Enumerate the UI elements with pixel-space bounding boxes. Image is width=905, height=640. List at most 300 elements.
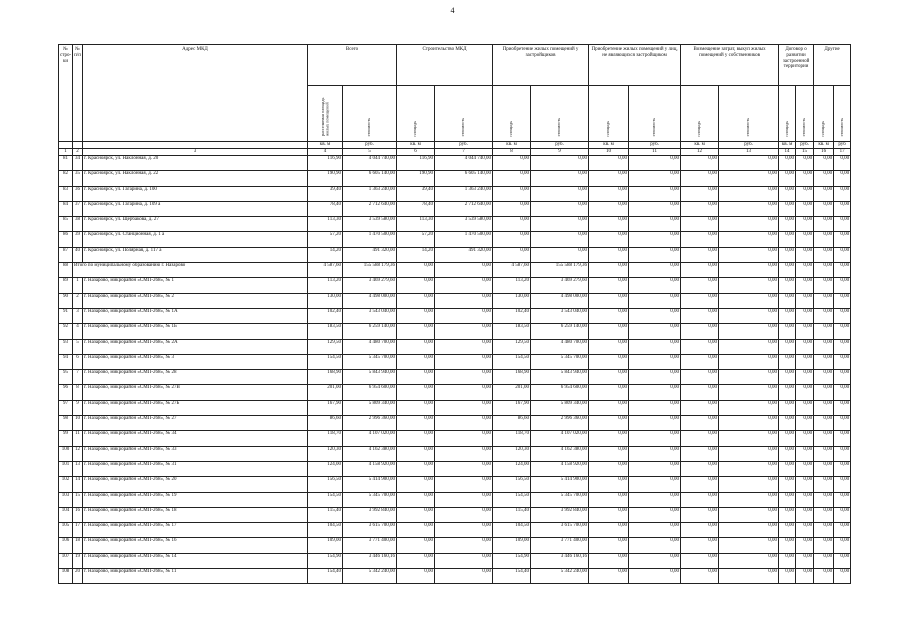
value-cell: 0,00 (397, 446, 435, 461)
header-total: Всего (308, 45, 397, 86)
table-row (59, 370, 851, 385)
column-number-cell: 7 (435, 149, 493, 156)
value-cell: 0,00 (719, 553, 779, 568)
value-cell: 0,00 (814, 553, 834, 568)
value-cell: 0,00 (589, 324, 629, 339)
value-cell: 0,00 (589, 431, 629, 446)
value-cell: 154,50 (308, 492, 343, 507)
value-cell: 0,00 (589, 492, 629, 507)
value-cell: 0,00 (779, 156, 796, 171)
row-number-cell: 90 (59, 293, 73, 308)
value-cell: 0,00 (397, 492, 435, 507)
column-number-cell: 13 (719, 149, 779, 156)
value-cell: 0,00 (834, 263, 851, 278)
value-cell: 0,00 (435, 461, 493, 476)
unit-cell: руб. (343, 142, 397, 149)
value-cell: 0,00 (796, 492, 814, 507)
value-cell: 0,00 (796, 477, 814, 492)
value-cell: 0,00 (779, 461, 796, 476)
value-cell: 0,00 (796, 171, 814, 186)
value-cell: 0,00 (397, 324, 435, 339)
row-number-cell: 99 (59, 431, 73, 446)
value-cell: 0,00 (834, 201, 851, 216)
value-cell: 0,00 (834, 569, 851, 584)
address-cell: г. Назарово, микрорайон «СМП-268», № 1 (83, 278, 308, 293)
value-cell: 0,00 (629, 278, 681, 293)
subheader-area: площадь (589, 86, 629, 142)
table-row (59, 569, 851, 584)
value-cell: 1 470 500,00 (435, 232, 493, 247)
value-cell: 154,50 (308, 354, 343, 369)
value-cell: 0,00 (814, 370, 834, 385)
value-cell: 0,00 (779, 569, 796, 584)
value-cell: 0,00 (779, 416, 796, 431)
value-cell: 130,00 (493, 293, 531, 308)
value-cell: 0,00 (719, 171, 779, 186)
value-cell: 0,00 (681, 232, 719, 247)
value-cell: 0,00 (834, 232, 851, 247)
value-cell: 0,00 (779, 247, 796, 262)
table-row (59, 171, 851, 186)
table-row (59, 186, 851, 201)
value-cell: 0,00 (531, 171, 589, 186)
table-row (59, 354, 851, 369)
address-cell: г. Назарово, микрорайон «СМП-268», № 34 (83, 431, 308, 446)
value-cell: 0,00 (719, 156, 779, 171)
value-cell: 0,00 (397, 416, 435, 431)
unit-cell (83, 142, 308, 149)
value-cell: 0,00 (796, 217, 814, 232)
value-cell: 0,00 (435, 569, 493, 584)
row-number-cell: 85 (59, 217, 73, 232)
item-number-cell: 8 (73, 385, 83, 400)
value-cell: 4 480 700,00 (343, 339, 397, 354)
value-cell: 0,00 (779, 446, 796, 461)
column-number-cell: 3 (83, 149, 308, 156)
value-cell: 0,00 (589, 171, 629, 186)
item-number-cell: 13 (73, 461, 83, 476)
value-cell: 3 543 040,00 (343, 308, 397, 323)
value-cell: 0,00 (834, 431, 851, 446)
value-cell: 0,00 (397, 339, 435, 354)
value-cell: 3 446 160,16 (531, 553, 589, 568)
value-cell: 0,00 (397, 278, 435, 293)
item-number-cell: 20 (73, 569, 83, 584)
value-cell: 4 587,60 (493, 263, 531, 278)
table-row (59, 523, 851, 538)
item-number-cell: 18 (73, 538, 83, 553)
value-cell: 0,00 (629, 569, 681, 584)
value-cell: 0,00 (814, 324, 834, 339)
row-number-cell: 93 (59, 339, 73, 354)
value-cell: 0,00 (681, 370, 719, 385)
value-cell: 0,00 (814, 156, 834, 171)
value-cell: 0,00 (719, 263, 779, 278)
value-cell: 0,00 (834, 293, 851, 308)
table-row (59, 308, 851, 323)
value-cell: 113,20 (493, 278, 531, 293)
address-cell: г. Красноярск, ул. Гагарина, д. 100 (83, 186, 308, 201)
value-cell: 0,00 (814, 492, 834, 507)
value-cell: 154,90 (493, 553, 531, 568)
value-cell: 0,00 (681, 171, 719, 186)
value-cell: 0,00 (719, 538, 779, 553)
value-cell: 0,00 (681, 217, 719, 232)
value-cell: 0,00 (629, 201, 681, 216)
value-cell: 0,00 (493, 217, 531, 232)
table-row (59, 538, 851, 553)
unit-cell: руб. (629, 142, 681, 149)
item-number-cell: 1 (73, 278, 83, 293)
value-cell: 0,00 (719, 201, 779, 216)
value-cell: 1 363 240,00 (435, 186, 493, 201)
item-number-cell: 36 (73, 186, 83, 201)
value-cell: 5 342 240,00 (531, 569, 589, 584)
value-cell: 0,00 (681, 553, 719, 568)
value-cell: 0,00 (397, 553, 435, 568)
column-number-cell: 5 (343, 149, 397, 156)
value-cell: 0,00 (681, 293, 719, 308)
value-cell: 5 342 240,00 (343, 569, 397, 584)
value-cell: 0,00 (435, 431, 493, 446)
header-construction: Строительство МКД (397, 45, 493, 86)
subheader-area: площадь (397, 86, 435, 142)
subheader-area: площадь (493, 86, 531, 142)
value-cell: 0,00 (719, 507, 779, 522)
value-cell: 0,00 (779, 171, 796, 186)
value-cell: 57,20 (397, 232, 435, 247)
value-cell: 0,00 (681, 446, 719, 461)
header-acq-non-developers: Приобретение жилых помещений у лиц, не являющихся застройщиком (589, 45, 681, 86)
value-cell: 0,00 (589, 232, 629, 247)
value-cell: 0,00 (796, 416, 814, 431)
address-cell: г. Назарово, микрорайон «СМП-268», № 28 (83, 370, 308, 385)
value-cell: 0,00 (435, 553, 493, 568)
address-cell: г. Назарово, микрорайон «СМП-268», № 2А (83, 339, 308, 354)
table-row (59, 324, 851, 339)
address-cell: г. Красноярск, ул. Гагарина, д. 109 а (83, 201, 308, 216)
value-cell: 0,00 (629, 339, 681, 354)
item-number-cell: 19 (73, 553, 83, 568)
value-cell: 0,00 (814, 232, 834, 247)
value-cell: 0,00 (796, 461, 814, 476)
value-cell: 0,00 (834, 339, 851, 354)
item-number-cell: 9 (73, 400, 83, 415)
value-cell: 113,20 (308, 278, 343, 293)
column-number-cell: 6 (397, 149, 435, 156)
value-cell: 0,00 (814, 247, 834, 262)
subheader-area: площадь (681, 86, 719, 142)
subheader-area: площадь (779, 86, 796, 142)
value-cell: 156,50 (493, 477, 531, 492)
value-cell: 0,00 (629, 431, 681, 446)
value-cell: 0,00 (834, 492, 851, 507)
value-cell: 0,00 (629, 354, 681, 369)
value-cell: 5 345 700,00 (531, 492, 589, 507)
value-cell: 0,00 (531, 156, 589, 171)
value-cell: 0,00 (834, 370, 851, 385)
table-row (59, 553, 851, 568)
column-number-cell: 4 (308, 149, 343, 156)
value-cell: 0,00 (779, 370, 796, 385)
value-cell: 39,40 (397, 186, 435, 201)
table-row (59, 232, 851, 247)
value-cell: 0,00 (493, 232, 531, 247)
subheader-cost: стоимость (834, 86, 851, 142)
value-cell: 491 320,00 (435, 247, 493, 262)
value-cell: 0,00 (589, 278, 629, 293)
row-number-cell: 105 (59, 523, 73, 538)
value-cell: 57,20 (308, 232, 343, 247)
value-cell: 6 954 600,00 (343, 385, 397, 400)
value-cell: 0,00 (779, 492, 796, 507)
value-cell: 0,00 (814, 263, 834, 278)
value-cell: 120,30 (308, 446, 343, 461)
value-cell: 0,00 (629, 232, 681, 247)
resettlement-table (58, 44, 851, 584)
column-number-cell: 17 (834, 149, 851, 156)
column-number-cell: 10 (589, 149, 629, 156)
value-cell: 0,00 (834, 247, 851, 262)
value-cell: 0,00 (629, 263, 681, 278)
row-number-cell: 97 (59, 400, 73, 415)
value-cell: 0,00 (589, 569, 629, 584)
value-cell: 0,00 (814, 171, 834, 186)
value-cell: 0,00 (719, 523, 779, 538)
value-cell: 0,00 (719, 416, 779, 431)
value-cell: 0,00 (493, 156, 531, 171)
value-cell: 4 044 740,00 (343, 156, 397, 171)
value-cell: 102,40 (493, 308, 531, 323)
address-cell: г. Красноярск, ул. Щербакова, д. 27 (83, 217, 308, 232)
value-cell: 0,00 (796, 354, 814, 369)
value-cell: 0,00 (629, 293, 681, 308)
value-cell: 5 414 900,00 (343, 477, 397, 492)
value-cell: 0,00 (589, 201, 629, 216)
address-cell: г. Назарово, микрорайон «СМП-268», № 33 (83, 446, 308, 461)
value-cell: 115,40 (493, 507, 531, 522)
value-cell: 0,00 (629, 477, 681, 492)
value-cell: 0,00 (719, 354, 779, 369)
total-label: Итого по муниципальному образованию г. Назарово (73, 263, 308, 278)
value-cell: 0,00 (397, 538, 435, 553)
value-cell: 0,00 (719, 339, 779, 354)
value-cell: 6 954 600,00 (531, 385, 589, 400)
value-cell: 0,00 (397, 507, 435, 522)
address-cell: г. Назарово, микрорайон «СМП-268», № 27В (83, 385, 308, 400)
value-cell: 0,00 (435, 308, 493, 323)
value-cell: 0,00 (719, 217, 779, 232)
value-cell: 0,00 (681, 339, 719, 354)
header-acq-developers: Приобретение жилых помещений у застройщиков (493, 45, 589, 86)
value-cell: 0,00 (796, 186, 814, 201)
value-cell: 0,00 (681, 461, 719, 476)
value-cell: 0,00 (814, 400, 834, 415)
value-cell: 0,00 (435, 324, 493, 339)
value-cell: 0,00 (814, 507, 834, 522)
value-cell: 0,00 (834, 538, 851, 553)
value-cell: 0,00 (796, 263, 814, 278)
value-cell: 0,00 (435, 492, 493, 507)
address-cell: г. Назарово, микрорайон «СМП-268», № 19 (83, 492, 308, 507)
value-cell: 4 158 920,00 (531, 461, 589, 476)
column-number-cell: 11 (629, 149, 681, 156)
column-number-cell: 1 (59, 149, 73, 156)
value-cell: 0,00 (589, 247, 629, 262)
value-cell: 0,00 (779, 217, 796, 232)
total-row (59, 263, 851, 278)
value-cell: 0,00 (779, 308, 796, 323)
column-number-cell: 12 (681, 149, 719, 156)
column-number-cell: 2 (73, 149, 83, 156)
value-cell: 0,00 (629, 385, 681, 400)
value-cell: 155 588 179,36 (531, 263, 589, 278)
value-cell: 0,00 (834, 553, 851, 568)
value-cell: 0,00 (435, 354, 493, 369)
column-number-cell: 9 (531, 149, 589, 156)
value-cell: 0,00 (796, 569, 814, 584)
value-cell: 1 363 240,00 (343, 186, 397, 201)
value-cell: 0,00 (589, 553, 629, 568)
page-number: 4 (450, 6, 455, 15)
value-cell: 0,00 (834, 278, 851, 293)
value-cell: 0,00 (796, 553, 814, 568)
value-cell: 3 469 279,60 (531, 278, 589, 293)
value-cell: 0,00 (834, 324, 851, 339)
value-cell: 4 107 020,00 (343, 431, 397, 446)
value-cell: 0,00 (796, 278, 814, 293)
value-cell: 3 992 840,00 (343, 507, 397, 522)
value-cell: 4 158 920,00 (343, 461, 397, 476)
value-cell: 0,00 (796, 293, 814, 308)
value-cell: 0,00 (397, 293, 435, 308)
value-cell: 78,40 (397, 201, 435, 216)
value-cell: 3 615 700,00 (343, 523, 397, 538)
value-cell: 0,00 (589, 507, 629, 522)
table-row (59, 293, 851, 308)
value-cell: 0,00 (796, 446, 814, 461)
value-cell: 0,00 (719, 477, 779, 492)
value-cell: 0,00 (796, 339, 814, 354)
item-number-cell: 5 (73, 339, 83, 354)
header-contract: Договор о развитии застроенной территории (779, 45, 814, 86)
value-cell: 0,00 (589, 293, 629, 308)
row-number-cell: 87 (59, 247, 73, 262)
header-other: Другие (814, 45, 851, 86)
value-cell: 6 259 140,00 (343, 324, 397, 339)
table-row (59, 217, 851, 232)
value-cell: 0,00 (779, 385, 796, 400)
unit-cell: кв. м (589, 142, 629, 149)
value-cell: 4 587,60 (308, 263, 343, 278)
subheader-cost: стоимость (629, 86, 681, 142)
value-cell: 0,00 (779, 232, 796, 247)
value-cell: 0,00 (397, 461, 435, 476)
value-cell: 0,00 (719, 385, 779, 400)
item-number-cell: 17 (73, 523, 83, 538)
value-cell: 0,00 (814, 446, 834, 461)
value-cell: 116,90 (308, 156, 343, 171)
column-number-cell: 16 (814, 149, 834, 156)
value-cell: 0,00 (814, 538, 834, 553)
row-number-cell: 104 (59, 507, 73, 522)
value-cell: 3 543 040,00 (531, 308, 589, 323)
value-cell: 0,00 (435, 278, 493, 293)
value-cell: 154,50 (493, 354, 531, 369)
value-cell: 0,00 (796, 370, 814, 385)
value-cell: 0,00 (531, 232, 589, 247)
value-cell: 0,00 (719, 370, 779, 385)
value-cell: 5 843 940,00 (531, 370, 589, 385)
value-cell: 0,00 (629, 156, 681, 171)
value-cell: 0,00 (834, 477, 851, 492)
value-cell: 168,90 (308, 370, 343, 385)
item-number-cell: 35 (73, 171, 83, 186)
value-cell: 0,00 (814, 293, 834, 308)
value-cell: 0,00 (796, 538, 814, 553)
address-cell: г. Красноярск, ул. Наклонная, д. 20 (83, 156, 308, 171)
value-cell: 0,00 (834, 186, 851, 201)
value-cell: 129,50 (308, 339, 343, 354)
value-cell: 5 414 900,00 (531, 477, 589, 492)
value-cell: 0,00 (779, 324, 796, 339)
value-cell: 0,00 (397, 385, 435, 400)
value-cell: 0,00 (629, 324, 681, 339)
value-cell: 4 480 700,00 (531, 339, 589, 354)
row-number-cell: 95 (59, 370, 73, 385)
value-cell: 6 259 140,00 (531, 324, 589, 339)
value-cell: 0,00 (629, 171, 681, 186)
value-cell: 0,00 (681, 477, 719, 492)
value-cell: 130,00 (308, 293, 343, 308)
column-number-cell: 15 (796, 149, 814, 156)
value-cell: 116,90 (397, 156, 435, 171)
value-cell: 0,00 (435, 370, 493, 385)
unit-cell: руб (834, 142, 851, 149)
value-cell: 0,00 (796, 247, 814, 262)
item-number-cell: 6 (73, 354, 83, 369)
value-cell: 0,00 (589, 263, 629, 278)
row-number-cell: 100 (59, 446, 73, 461)
value-cell: 118,70 (493, 431, 531, 446)
row-number-cell: 103 (59, 492, 73, 507)
value-cell: 118,70 (308, 431, 343, 446)
value-cell: 4 044 740,00 (435, 156, 493, 171)
item-number-cell: 10 (73, 416, 83, 431)
value-cell: 0,00 (589, 400, 629, 415)
value-cell: 0,00 (435, 385, 493, 400)
value-cell: 0,00 (629, 400, 681, 415)
value-cell: 0,00 (719, 186, 779, 201)
table-row (59, 416, 851, 431)
value-cell: 0,00 (719, 446, 779, 461)
value-cell: 0,00 (779, 354, 796, 369)
value-cell: 0,00 (681, 431, 719, 446)
value-cell: 5 809 340,00 (531, 400, 589, 415)
address-cell: г. Назарово, микрорайон «СМП-268», № 18 (83, 507, 308, 522)
unit-cell: руб. (719, 142, 779, 149)
value-cell: 0,00 (814, 217, 834, 232)
value-cell: 5 345 700,00 (343, 492, 397, 507)
value-cell: 0,00 (589, 217, 629, 232)
value-cell: 4 498 000,00 (343, 293, 397, 308)
value-cell: 2 712 640,00 (435, 201, 493, 216)
row-number-cell: 98 (59, 416, 73, 431)
value-cell: 39,40 (308, 186, 343, 201)
value-cell: 0,00 (814, 201, 834, 216)
table-row (59, 339, 851, 354)
value-cell: 0,00 (589, 523, 629, 538)
